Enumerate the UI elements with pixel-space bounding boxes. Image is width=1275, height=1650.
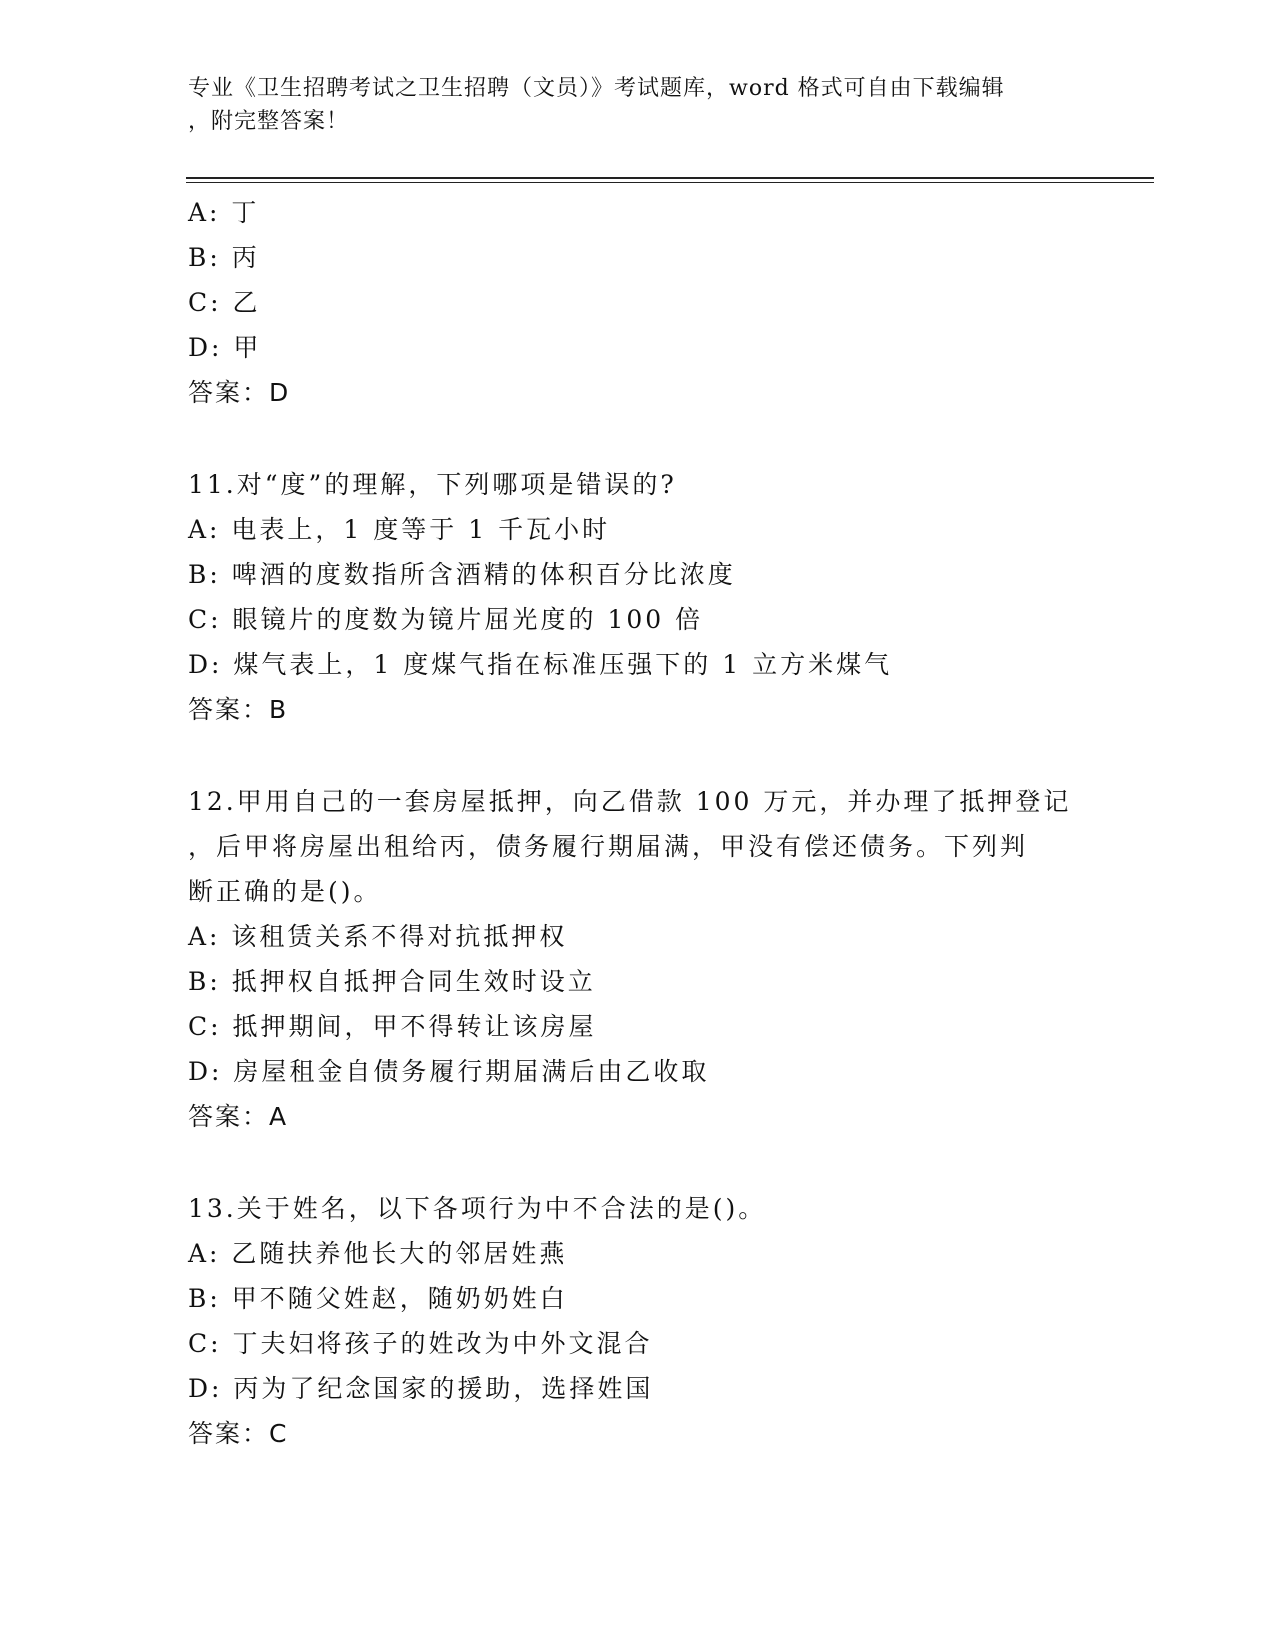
q13-option-d: D: 丙为了纪念国家的援助，选择姓国	[188, 1374, 654, 1403]
question-11-block	[188, 462, 1128, 732]
q13-option-a: A: 乙随扶养他长大的邻居姓燕	[188, 1239, 568, 1268]
question-12-block	[188, 779, 1128, 1139]
q12-question-line-2: ，后甲将房屋出租给丙，债务履行期届满，甲没有偿还债务。下列判	[188, 832, 1029, 861]
q10-option-b: B: 丙	[188, 243, 260, 272]
q13-option-b: B: 甲不随父姓赵，随奶奶姓白	[188, 1284, 568, 1313]
question-list	[188, 190, 1128, 1456]
q12-option-c: C: 抵押期间，甲不得转让该房屋	[188, 1012, 597, 1041]
q11-option-c: C: 眼镜片的度数为镜片屈光度的 100 倍	[188, 605, 704, 634]
document-header	[188, 72, 1088, 138]
q10-option-d: D: 甲	[188, 333, 262, 362]
header-rule-thick	[186, 177, 1154, 179]
q12-option-d: D: 房屋租金自债务履行期届满后由乙收取	[188, 1057, 710, 1086]
q13-question: 13.关于姓名，以下各项行为中不合法的是()。	[188, 1194, 767, 1223]
header-line-1: 专业《卫生招聘考试之卫生招聘（文员）》考试题库，word 格式可自由下载编辑	[188, 76, 1005, 101]
question-13-block	[188, 1186, 1128, 1456]
q12-answer: 答案：A	[188, 1102, 289, 1131]
q13-option-c: C: 丁夫妇将孩子的姓改为中外文混合	[188, 1329, 653, 1358]
header-line-2: ，附完整答案！	[188, 109, 350, 134]
q11-question: 11.对“度”的理解，下列哪项是错误的?	[188, 470, 677, 499]
q13-answer: 答案：C	[188, 1419, 289, 1448]
q11-option-d: D: 煤气表上，1 度煤气指在标准压强下的 1 立方米煤气	[188, 650, 893, 679]
q10-option-c: C: 乙	[188, 288, 261, 317]
question-10-block	[188, 190, 1128, 415]
q11-answer: 答案：B	[188, 695, 289, 724]
q10-option-a: A: 丁	[188, 198, 260, 227]
q12-option-a: A: 该租赁关系不得对抗抵押权	[188, 922, 568, 951]
q12-option-b: B: 抵押权自抵押合同生效时设立	[188, 967, 596, 996]
q10-answer: 答案：D	[188, 378, 291, 407]
q11-option-a: A: 电表上，1 度等于 1 千瓦小时	[188, 515, 611, 544]
q12-question-line-3: 断正确的是()。	[188, 877, 382, 906]
q11-option-b: B: 啤酒的度数指所含酒精的体积百分比浓度	[188, 560, 736, 589]
header-rule-thin	[186, 182, 1154, 183]
q12-question-line-1: 12.甲用自己的一套房屋抵押，向乙借款 100 万元，并办理了抵押登记	[188, 787, 1072, 816]
